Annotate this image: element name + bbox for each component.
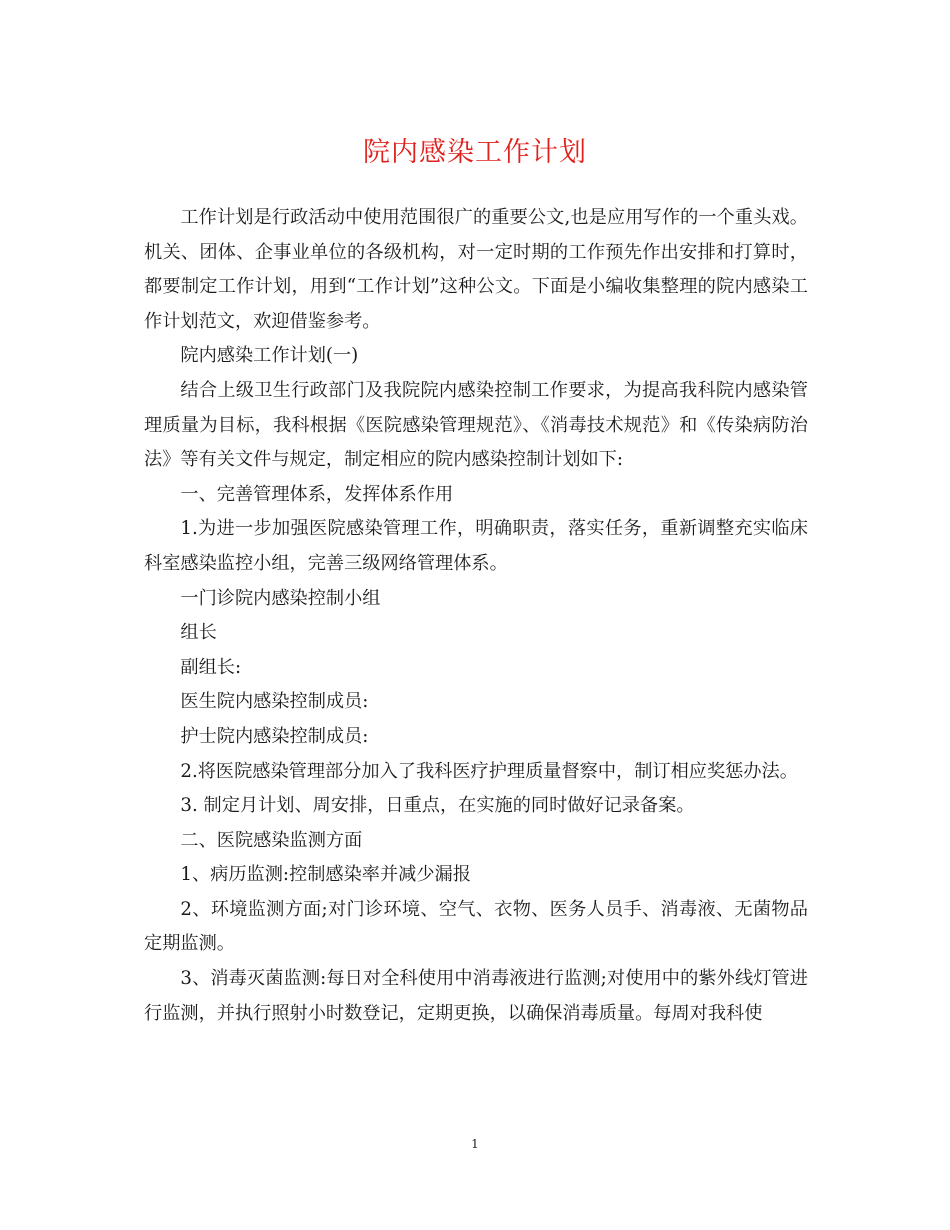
- paragraph-item: 护士院内感染控制成员:: [180, 725, 369, 747]
- paragraph-item: 副组长:: [180, 656, 242, 678]
- paragraph-item: 3、消毒灭菌监测:每日对全科使用中消毒液进行监测;对使用中的紫外线灯管进行监测，并执行照射小时数登记，定期更换，以确保消毒质量。每周对我科使: [144, 968, 808, 1024]
- paragraph-item: 2.将医院感染管理部分加入了我科医疗护理质量督察中，制订相应奖惩办法。: [180, 760, 798, 782]
- paragraph-item: 2、环境监测方面;对门诊环境、空气、衣物、医务人员手、消毒液、无菌物品定期监测。: [144, 898, 808, 955]
- paragraph-intro: 工作计划是行政活动中使用范围很广的重要公文,也是应用写作的一个重头戏。机关、团体、企事业单位的各级机构，对一定时期的工作预先作出安排和打算时，都要制定工作计划，用到“工作计划”这种公文。下面是小编收集整理的院内感染工作计划范文，欢迎借鉴参考。: [144, 207, 808, 332]
- paragraph-item: 组长: [180, 622, 217, 644]
- paragraph-context: 结合上级卫生行政部门及我院院内感染控制工作要求，为提高我科院内感染管理质量为目标，我科根据《医院感染管理规范》、《消毒技术规范》和《传染病防治法》等有关文件与规定，制定相应的院内感染控制计划如下:: [144, 379, 808, 471]
- paragraph-item: 医生院内感染控制成员:: [180, 691, 369, 713]
- paragraph-item: 1.为进一步加强医院感染管理工作，明确职责，落实任务，重新调整充实临床科室感染监控小组，完善三级网络管理体系。: [144, 518, 808, 574]
- paragraph-item: 1、病历监测:控制感染率并减少漏报: [180, 864, 471, 886]
- document-title: 院内感染工作计划: [363, 137, 587, 168]
- paragraph-heading-1: 一、完善管理体系，发挥体系作用: [180, 483, 454, 505]
- paragraph-heading-2: 二、医院感染监测方面: [180, 829, 363, 851]
- paragraph-item: 3. 制定月计划、周安排，日重点，在实施的同时做好记录备案。: [180, 795, 695, 817]
- paragraph-item: 一门诊院内感染控制小组: [180, 587, 381, 609]
- paragraph-section-heading: 院内感染工作计划(一): [180, 345, 359, 367]
- document-body: [144, 201, 808, 1031]
- page-number: 1: [471, 1137, 479, 1151]
